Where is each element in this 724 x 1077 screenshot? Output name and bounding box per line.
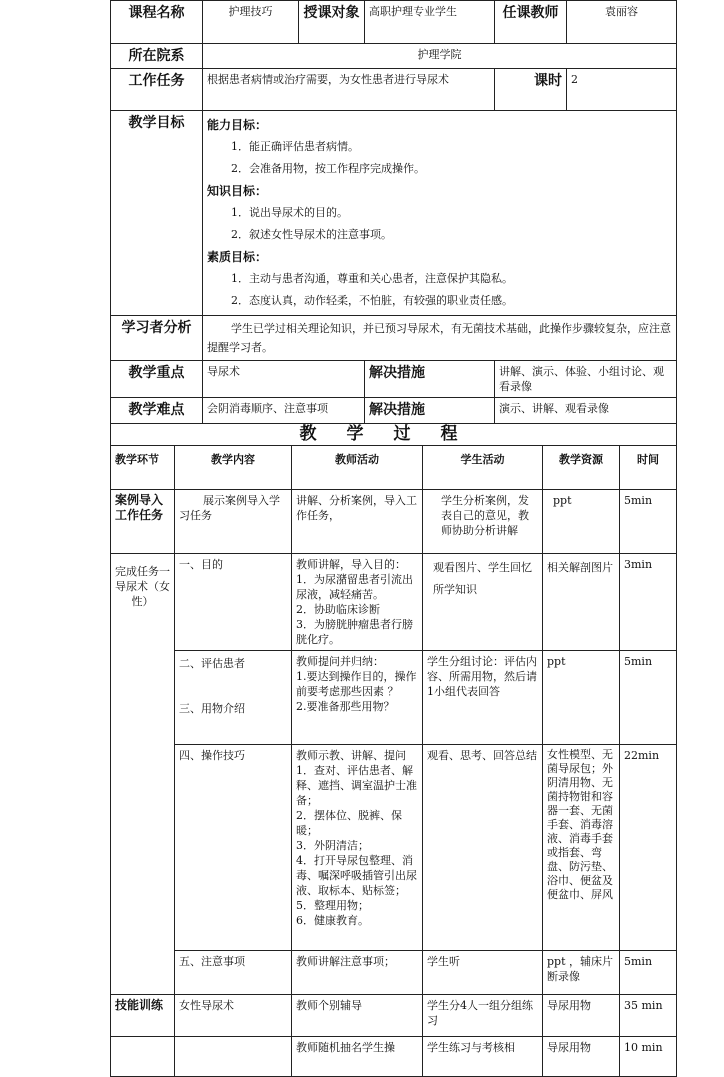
skills-resource: 女性模型、无菌导尿包；外阴清用物、无菌持物钳和容器一套、无菌手套、消毒溶液、消毒手套或指套、弯盘、防污垫、浴巾、便盆及便盆巾、屏风 [543,745,620,951]
info-row-course [111,1,677,44]
last-time: 10 min [620,1037,677,1077]
skills-time: 22min [620,745,677,951]
assess-resource: ppt [543,651,620,745]
quality-item-1: 1．主动与患者沟通，尊重和关心患者，注意保护其隐私。 [231,272,513,285]
purpose-teacher [292,554,423,651]
skills-teacher-line: 2．摆体位、脱裤、保暖； [296,809,402,837]
course-label: 课程名称 [111,1,203,44]
intro-student: 学生分析案例，发表自己的意见，教师协助分析讲解 [423,490,543,554]
objectives-label: 教学目标 [111,111,203,316]
training-student: 学生分4人一组分组练习 [423,995,543,1037]
key-point-value: 导尿术 [203,361,365,398]
assess-content [175,651,292,745]
quality-item-2: 2．态度认真，动作轻柔，不怕脏，有较强的职业责任感。 [231,294,513,307]
knowledge-item-1: 1．说出导尿术的目的。 [231,206,348,219]
intro-content: 展示案例导入学习任务 [175,490,292,554]
header-stage: 教学环节 [111,446,175,490]
assess-student: 学生分组讨论：评估内容、所需用物，然后请1小组代表回答 [423,651,543,745]
process-header-row [111,446,677,490]
process-title: 教学过程 [111,424,677,446]
info-row-task [111,69,677,111]
key-measure-value: 讲解、演示、体验、小组讨论、观看录像 [495,361,677,398]
intro-row [111,490,677,554]
objectives-row [111,111,677,316]
training-time: 35 min [620,995,677,1037]
purpose-row [111,554,677,651]
ability-item-1: 1．能正确评估患者病情。 [231,140,359,153]
lesson-info-table [110,0,677,424]
assess-teacher-line: 2.要准备那些用物？ [296,700,395,713]
header-student: 学生活动 [423,446,543,490]
training-content: 女性导尿术 [175,995,292,1037]
process-title-row [111,424,677,446]
assess-row [111,651,677,745]
assess-content-1: 二、评估患者 [179,657,245,670]
key-point-label: 教学重点 [111,361,203,398]
target-label: 授课对象 [299,1,365,44]
purpose-time: 3min [620,554,677,651]
last-row [111,1037,677,1077]
learner-text: 学生已学过相关理论知识，并已预习导尿术，有无菌技术基础，此操作步骤较复杂，应注意提醒学习者。 [203,316,677,361]
skills-row [111,745,677,951]
difficulty-value: 会阴消毒顺序、注意事项 [203,398,365,424]
last-teacher: 教师随机抽名学生操 [292,1037,423,1077]
intro-stage: 案例导入工作任务 [111,490,175,554]
header-resource: 教学资源 [543,446,620,490]
quality-title: 素质目标： [207,250,268,264]
assess-time: 5min [620,651,677,745]
key-measure-label: 解决措施 [365,361,495,398]
assess-teacher-line: 1.要达到操作目的，操作前要考虑那些因素 ？ [296,670,417,698]
info-row-college [111,44,677,69]
ability-item-2: 2．会准备用物，按工作程序完成操作。 [231,162,425,175]
training-teacher: 教师个别辅导 [292,995,423,1037]
header-time: 时间 [620,446,677,490]
task-label: 工作任务 [111,69,203,111]
hours-label: 课时 [495,69,567,111]
key-point-row [111,361,677,398]
header-content: 教学内容 [175,446,292,490]
notes-teacher: 教师讲解注意事项； [292,951,423,995]
target-value: 高职护理专业学生 [365,1,495,44]
learner-label: 学习者分析 [111,316,203,361]
main-stage: 完成任务一导尿术（女性） [111,554,175,995]
purpose-teacher-line: 1．为尿潴留患者引流出尿液，减轻痛苦。 [296,573,413,601]
skills-content: 四、操作技巧 [175,745,292,951]
course-value: 护理技巧 [203,1,299,44]
training-resource: 导尿用物 [543,995,620,1037]
last-content [175,1037,292,1077]
training-row [111,995,677,1037]
intro-resource: ppt [543,490,620,554]
purpose-student: 观看图片、学生回忆所学知识 [423,554,543,651]
skills-teacher-line: 教师示教、讲解、提问 [296,749,406,762]
skills-teacher-line: 5．整理用物； [296,899,369,912]
intro-teacher: 讲解、分析案例，导入工作任务， [292,490,423,554]
notes-row [111,951,677,995]
skills-student: 观看、思考、回答总结 [423,745,543,951]
assess-teacher [292,651,423,745]
difficulty-row [111,398,677,424]
college-value: 护理学院 [203,44,677,69]
teacher-label: 任课教师 [495,1,567,44]
notes-time: 5min [620,951,677,995]
last-resource: 导尿用物 [543,1037,620,1077]
purpose-content: 一、目的 [175,554,292,651]
notes-content: 五、注意事项 [175,951,292,995]
teacher-value: 袁丽容 [567,1,677,44]
knowledge-item-2: 2．叙述女性导尿术的注意事项。 [231,228,392,241]
assess-teacher-line: 教师提问并归纳： [296,655,384,668]
intro-time: 5min [620,490,677,554]
skills-teacher-line: 3．外阴清洁； [296,839,369,852]
last-stage [111,1037,175,1077]
purpose-resource: 相关解剖图片 [543,554,620,651]
difficulty-label: 教学难点 [111,398,203,424]
objectives-content [203,111,677,316]
skills-teacher-line: 6．健康教育。 [296,914,369,927]
difficulty-measure-value: 演示、讲解、观看录像 [495,398,677,424]
learner-row [111,316,677,361]
last-student: 学生练习与考核相 [423,1037,543,1077]
ability-title: 能力目标： [207,118,268,132]
skills-teacher-line: 1．查对、评估患者、解释、遮挡、调室温护士准备； [296,764,417,807]
difficulty-measure-label: 解决措施 [365,398,495,424]
notes-student: 学生听 [423,951,543,995]
knowledge-title: 知识目标： [207,184,268,198]
skills-teacher [292,745,423,951]
purpose-teacher-line: 3．为膀胱肿瘤患者行膀胱化疗。 [296,618,413,646]
notes-resource: ppt ，辅床片断录像 [543,951,620,995]
training-stage: 技能训练 [111,995,175,1037]
lesson-plan-sheet [110,0,676,1077]
skills-teacher-line: 4．打开导尿包整理、消毒、嘱深呼吸插管引出尿液、取标本、贴标签； [296,854,417,897]
task-value: 根据患者病情或治疗需要，为女性患者进行导尿术 [203,69,495,111]
purpose-teacher-line: 2．协助临床诊断 [296,603,380,616]
hours-value: 2 [567,69,677,111]
college-label: 所在院系 [111,44,203,69]
process-table [110,423,677,1077]
header-teacher: 教师活动 [292,446,423,490]
assess-content-2: 三、用物介绍 [179,702,245,715]
purpose-teacher-line: 教师讲解，导入目的： [296,558,406,571]
